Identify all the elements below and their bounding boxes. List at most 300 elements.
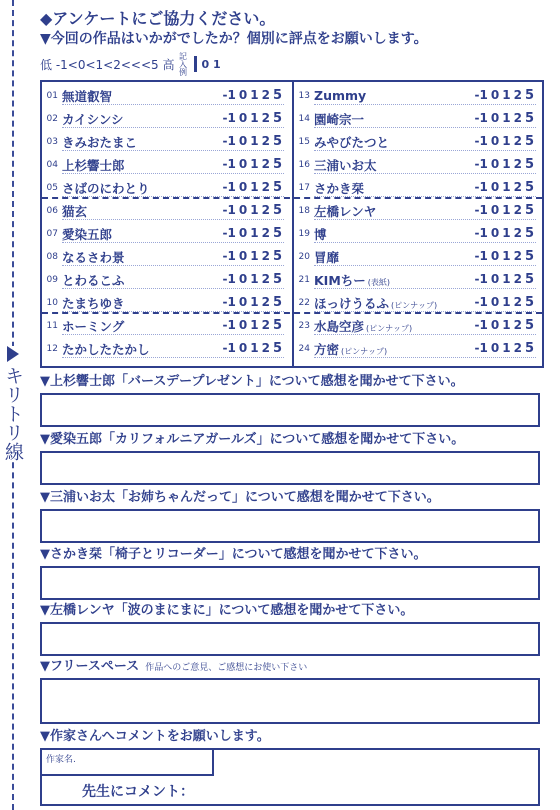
- writer-name-box[interactable]: [42, 750, 214, 776]
- rating-option[interactable]: -1: [222, 295, 236, 309]
- work-author: [62, 271, 127, 289]
- work-number: 20: [298, 251, 310, 262]
- rating-option[interactable]: 1: [502, 318, 511, 332]
- rating-option[interactable]: -1: [474, 295, 488, 309]
- rating-scale: [223, 134, 282, 149]
- work-row: [296, 268, 540, 291]
- work-row: [44, 291, 288, 314]
- work-number: 01: [46, 90, 58, 101]
- work-author-name: たまちゆき: [62, 295, 125, 311]
- rating-option[interactable]: 5: [272, 88, 282, 103]
- rating-option[interactable]: 2: [513, 134, 522, 148]
- rating-option[interactable]: 2: [513, 249, 522, 263]
- rating-scale: [475, 180, 534, 195]
- work-row: [296, 337, 540, 360]
- work-author: [62, 87, 114, 105]
- rating-option[interactable]: 1: [250, 203, 259, 217]
- rating-option[interactable]: 1: [502, 180, 511, 194]
- rating-option[interactable]: -1: [222, 134, 236, 148]
- rating-option[interactable]: 1: [502, 295, 511, 309]
- work-number: 07: [46, 228, 58, 239]
- rating-option[interactable]: 2: [261, 341, 270, 355]
- work-author-name: KIMちー: [314, 272, 366, 288]
- rating-option[interactable]: 0: [238, 341, 248, 355]
- question-label: ▼愛染五郎「カリフォルニアガールズ」について感想を聞かせて下さい。: [40, 432, 465, 447]
- work-author: [62, 225, 114, 243]
- work-author: [314, 294, 437, 312]
- cut-arrow-icon: [7, 346, 19, 362]
- row-rule: [314, 104, 536, 105]
- free-space-box[interactable]: [40, 678, 540, 724]
- rating-option[interactable]: 0: [238, 272, 248, 286]
- work-row: [44, 222, 288, 245]
- rating-option[interactable]: 0: [490, 341, 500, 355]
- work-number: 21: [298, 274, 310, 285]
- free-space: [40, 655, 540, 724]
- work-number: 22: [298, 297, 310, 308]
- work-number: 11: [46, 320, 58, 331]
- rating-option[interactable]: 0: [238, 295, 248, 309]
- question-label: ▼さかき栞「椅子とリコーダー」について感想を聞かせて下さい。: [40, 547, 427, 562]
- work-author-name: カイシンシ: [62, 111, 124, 127]
- work-author-name: なるさわ景: [62, 249, 125, 265]
- rating-option[interactable]: 2: [261, 295, 270, 309]
- rating-option[interactable]: 2: [513, 318, 522, 332]
- comment-label: ▼作家さんへコメントをお願いします。: [40, 729, 270, 744]
- rating-option[interactable]: 0: [490, 318, 500, 332]
- rating-option[interactable]: 1: [502, 341, 511, 355]
- row-rule: [314, 288, 536, 289]
- row-rule: [314, 357, 536, 358]
- row-rule: [62, 104, 284, 105]
- row-rule: [62, 242, 284, 243]
- rating-option[interactable]: 1: [250, 272, 259, 286]
- rating-option[interactable]: 0: [490, 203, 500, 217]
- rating-scale: [223, 226, 282, 241]
- rating-option[interactable]: 5: [524, 249, 534, 264]
- work-note: (表紙): [367, 277, 391, 287]
- rating-option[interactable]: 2: [513, 88, 522, 102]
- rating-option[interactable]: 1: [502, 203, 511, 217]
- rating-option[interactable]: 5: [272, 295, 282, 310]
- rating-option[interactable]: 1: [250, 318, 259, 332]
- legend-scale-text: 低 -1<0<1<2<<<5 高: [40, 57, 175, 72]
- work-author: [62, 317, 126, 335]
- work-author: [62, 202, 89, 220]
- row-rule: [314, 242, 536, 243]
- question-3: [40, 486, 540, 543]
- rating-scale: [223, 318, 282, 333]
- rating-scale: [475, 88, 534, 103]
- rating-option[interactable]: -1: [222, 272, 236, 286]
- rating-option[interactable]: 2: [513, 111, 522, 125]
- rating-legend: [40, 52, 221, 76]
- rating-option[interactable]: 2: [513, 272, 522, 286]
- row-rule: [62, 288, 284, 289]
- work-row: [44, 314, 288, 337]
- rating-option[interactable]: 1: [250, 157, 259, 171]
- rating-option[interactable]: 0: [490, 88, 500, 102]
- rating-scale: [223, 88, 282, 103]
- work-number: 02: [46, 113, 58, 124]
- work-number: 17: [298, 182, 310, 193]
- work-author-name: ほっけうるふ: [314, 295, 390, 311]
- work-author: [62, 248, 127, 266]
- work-row: [44, 199, 288, 222]
- work-number: 06: [46, 205, 58, 216]
- answer-box[interactable]: [40, 451, 540, 485]
- question-1: [40, 370, 540, 427]
- pencil-icon: [194, 56, 197, 72]
- rating-option[interactable]: 1: [250, 226, 259, 240]
- rating-option[interactable]: 0: [238, 249, 248, 263]
- rating-option[interactable]: -1: [474, 88, 488, 102]
- work-author-name: みやびたつと: [314, 134, 390, 150]
- work-number: 16: [298, 159, 310, 170]
- rating-scale: [475, 249, 534, 264]
- work-row: [44, 84, 288, 107]
- rating-scale: [223, 203, 282, 218]
- rating-option[interactable]: 1: [250, 249, 259, 263]
- rating-option[interactable]: 5: [272, 341, 282, 356]
- rating-option[interactable]: 0: [490, 180, 500, 194]
- rating-option[interactable]: 0: [490, 249, 500, 263]
- work-row: [296, 153, 540, 176]
- rating-option[interactable]: 2: [261, 134, 270, 148]
- rating-option[interactable]: 5: [524, 134, 534, 149]
- rating-option[interactable]: -1: [222, 88, 236, 102]
- rating-option[interactable]: -1: [222, 180, 236, 194]
- work-author-name: きみおたまこ: [62, 134, 138, 150]
- work-number: 08: [46, 251, 58, 262]
- work-number: 14: [298, 113, 310, 124]
- row-rule: [314, 334, 536, 335]
- row-rule: [314, 311, 536, 312]
- rating-scale: [475, 295, 534, 310]
- rating-option[interactable]: 1: [250, 134, 259, 148]
- rating-option[interactable]: -1: [474, 134, 488, 148]
- work-number: 04: [46, 159, 58, 170]
- work-row: [44, 176, 288, 199]
- work-row: [296, 107, 540, 130]
- rating-option[interactable]: 0: [238, 203, 248, 217]
- work-author: [62, 179, 152, 197]
- work-author-name: 無道叡智: [62, 88, 113, 104]
- rating-option[interactable]: 2: [261, 318, 270, 332]
- rating-option[interactable]: 5: [272, 203, 282, 218]
- work-number: 05: [46, 182, 58, 193]
- row-rule: [62, 265, 284, 266]
- work-author: [314, 179, 366, 197]
- rating-option[interactable]: -1: [474, 226, 488, 240]
- rating-option[interactable]: -1: [222, 249, 236, 263]
- rating-option[interactable]: 1: [502, 226, 511, 240]
- work-author-name: 博: [314, 226, 327, 242]
- work-author-name: Zummy: [314, 88, 367, 103]
- rating-option[interactable]: 5: [524, 295, 534, 310]
- rating-option[interactable]: 1: [502, 134, 511, 148]
- answer-box[interactable]: [40, 393, 540, 427]
- rating-option[interactable]: 5: [524, 180, 534, 195]
- cut-label-text: キリトリ線: [2, 366, 24, 461]
- rating-option[interactable]: 5: [272, 249, 282, 264]
- rating-option[interactable]: 1: [502, 88, 511, 102]
- work-author: [314, 271, 390, 289]
- answer-box[interactable]: [40, 566, 540, 600]
- rating-option[interactable]: 2: [513, 295, 522, 309]
- work-number: 18: [298, 205, 310, 216]
- work-row: [44, 337, 288, 360]
- rating-scale: [223, 249, 282, 264]
- rating-option[interactable]: 2: [261, 203, 270, 217]
- work-note: (ピンナップ): [341, 346, 388, 356]
- work-author-name: 猫玄: [62, 203, 88, 219]
- rating-option[interactable]: 2: [261, 111, 270, 125]
- rating-option[interactable]: 5: [524, 272, 534, 287]
- work-author-name: 上杉響士郎: [62, 157, 125, 173]
- rating-option[interactable]: 5: [524, 111, 534, 126]
- row-rule: [62, 219, 284, 220]
- rating-scale: [223, 180, 282, 195]
- writer-name-label: 作家名.: [46, 755, 76, 765]
- rating-option[interactable]: -1: [474, 318, 488, 332]
- rating-option[interactable]: 5: [272, 272, 282, 287]
- rating-option[interactable]: 0: [490, 111, 500, 125]
- work-author: [314, 110, 366, 128]
- rating-scale: [475, 134, 534, 149]
- rating-option[interactable]: 5: [272, 318, 282, 333]
- work-note: (ピンナップ): [366, 323, 413, 333]
- work-author: [62, 294, 127, 312]
- rating-option[interactable]: 5: [272, 157, 282, 172]
- work-author: [314, 225, 329, 243]
- work-author-name: 園崎宗一: [314, 111, 365, 127]
- rating-option[interactable]: 2: [261, 88, 270, 102]
- rating-scale: [475, 318, 534, 333]
- rating-option[interactable]: -1: [222, 226, 236, 240]
- work-author: [314, 202, 378, 220]
- work-author: [62, 156, 127, 174]
- work-row: [296, 130, 540, 153]
- work-number: 24: [298, 343, 310, 354]
- rating-option[interactable]: 1: [502, 111, 511, 125]
- rating-option[interactable]: 2: [513, 180, 522, 194]
- rating-option[interactable]: 5: [524, 157, 534, 172]
- work-author-name: 愛染五郎: [62, 226, 113, 242]
- row-rule: [62, 150, 284, 151]
- rating-option[interactable]: 0: [238, 88, 248, 102]
- row-rule: [314, 173, 536, 174]
- rating-option[interactable]: 2: [261, 180, 270, 194]
- rating-option[interactable]: 2: [261, 249, 270, 263]
- rating-option[interactable]: 2: [261, 226, 270, 240]
- rating-option[interactable]: 0: [238, 157, 248, 171]
- rating-option[interactable]: -1: [474, 111, 488, 125]
- work-author-name: 左橋レンヤ: [314, 203, 377, 219]
- rating-option[interactable]: -1: [222, 203, 236, 217]
- comment-box[interactable]: [40, 748, 540, 806]
- question-label: ▼三浦いお太「お姉ちゃんだって」について感想を聞かせて下さい。: [40, 490, 440, 505]
- work-row: [44, 153, 288, 176]
- rating-option[interactable]: -1: [474, 203, 488, 217]
- rating-option[interactable]: 5: [272, 111, 282, 126]
- work-number: 12: [46, 343, 58, 354]
- rating-option[interactable]: 0: [490, 157, 500, 171]
- rating-option[interactable]: -1: [474, 180, 488, 194]
- rating-scale: [223, 272, 282, 287]
- row-rule: [314, 265, 536, 266]
- rating-scale: [475, 272, 534, 287]
- work-row: [296, 222, 540, 245]
- rating-option[interactable]: -1: [474, 157, 488, 171]
- work-number: 15: [298, 136, 310, 147]
- survey-title: ◆アンケートにご協力ください。: [40, 9, 276, 28]
- work-row: [44, 245, 288, 268]
- row-rule: [314, 150, 536, 151]
- legend-marks: 0 1: [201, 57, 221, 71]
- work-author: [62, 340, 152, 358]
- rating-option[interactable]: 0: [238, 318, 248, 332]
- rating-option[interactable]: 0: [238, 134, 248, 148]
- column-divider: [292, 82, 294, 366]
- work-author-name: 水島空彦: [314, 318, 365, 334]
- work-author-name: ホーミング: [62, 318, 125, 334]
- row-rule: [314, 127, 536, 128]
- rating-option[interactable]: 1: [502, 272, 511, 286]
- rating-option[interactable]: 2: [513, 226, 522, 240]
- rating-option[interactable]: 1: [250, 111, 259, 125]
- work-author-name: とわるこふ: [62, 272, 125, 288]
- row-rule: [62, 127, 284, 128]
- rating-scale: [475, 203, 534, 218]
- answer-box[interactable]: [40, 509, 540, 543]
- rating-scale: [223, 341, 282, 356]
- survey-subtitle: ▼今回の作品はいかがでしたか？個別に評点をお願いします。: [40, 31, 428, 47]
- cut-label: [0, 346, 26, 461]
- rating-option[interactable]: 1: [250, 295, 259, 309]
- rating-table: [40, 80, 544, 368]
- rating-option[interactable]: 2: [261, 272, 270, 286]
- rating-option[interactable]: 0: [490, 272, 500, 286]
- row-rule: [62, 196, 284, 197]
- free-space-label: ▼フリースペース: [40, 659, 140, 674]
- rating-option[interactable]: 1: [502, 157, 511, 171]
- work-number: 10: [46, 297, 58, 308]
- rating-option[interactable]: -1: [474, 341, 488, 355]
- work-author-name: たかしたたかし: [62, 341, 150, 357]
- rating-option[interactable]: 5: [272, 134, 282, 149]
- rating-option[interactable]: 1: [250, 88, 259, 102]
- work-number: 13: [298, 90, 310, 101]
- rating-option[interactable]: 0: [490, 226, 500, 240]
- writer-comment: [40, 725, 540, 806]
- work-row: [44, 107, 288, 130]
- row-rule: [62, 311, 284, 312]
- row-rule: [314, 219, 536, 220]
- rating-option[interactable]: 5: [524, 88, 534, 103]
- work-row: [296, 84, 540, 107]
- work-row: [296, 176, 540, 199]
- work-row: [296, 199, 540, 222]
- work-note: (ピンナップ): [391, 300, 438, 310]
- row-rule: [62, 357, 284, 358]
- rating-option[interactable]: 5: [524, 318, 534, 333]
- work-number: 23: [298, 320, 310, 331]
- free-space-hint: 作品へのご意見、ご感想にお使い下さい: [145, 663, 308, 673]
- legend-example-label: 記入例: [178, 52, 188, 76]
- work-author: [314, 317, 412, 335]
- work-author-name: 冒靡: [314, 249, 340, 265]
- rating-option[interactable]: 5: [272, 226, 282, 241]
- rating-option[interactable]: 1: [502, 249, 511, 263]
- rating-scale: [223, 295, 282, 310]
- work-row: [296, 291, 540, 314]
- work-author: [314, 88, 368, 103]
- work-author-name: さかき栞: [314, 180, 365, 196]
- rating-option[interactable]: 0: [490, 295, 500, 309]
- question-label: ▼上杉響士郎「バースデープレゼント」について感想を聞かせて下さい。: [40, 374, 464, 389]
- work-author: [314, 156, 379, 174]
- rating-scale: [475, 157, 534, 172]
- work-author: [314, 248, 341, 266]
- answer-box[interactable]: [40, 622, 540, 656]
- work-number: 19: [298, 228, 310, 239]
- rating-option[interactable]: -1: [474, 272, 488, 286]
- rating-option[interactable]: 0: [238, 226, 248, 240]
- rating-option[interactable]: 0: [238, 111, 248, 125]
- question-5: [40, 599, 540, 656]
- work-author: [62, 133, 139, 151]
- rating-scale: [475, 226, 534, 241]
- work-author: [314, 340, 387, 358]
- rating-option[interactable]: 2: [513, 341, 522, 355]
- row-rule: [62, 334, 284, 335]
- rating-option[interactable]: 5: [524, 226, 534, 241]
- work-author: [314, 133, 391, 151]
- rating-option[interactable]: 5: [272, 180, 282, 195]
- rating-option[interactable]: -1: [222, 157, 236, 171]
- rating-option[interactable]: 2: [513, 157, 522, 171]
- question-label: ▼左橋レンヤ「波のまにまに」について感想を聞かせて下さい。: [40, 603, 414, 618]
- row-rule: [314, 196, 536, 197]
- work-number: 09: [46, 274, 58, 285]
- work-author-name: 方密: [314, 341, 340, 357]
- rating-option[interactable]: -1: [222, 111, 236, 125]
- rating-option[interactable]: 0: [238, 180, 248, 194]
- rating-option[interactable]: 2: [261, 157, 270, 171]
- rating-option[interactable]: 5: [524, 203, 534, 218]
- rating-scale: [475, 111, 534, 126]
- row-rule: [62, 173, 284, 174]
- rating-option[interactable]: 2: [513, 203, 522, 217]
- work-author-name: 三浦いお太: [314, 157, 377, 173]
- rating-scale: [223, 157, 282, 172]
- work-number: 03: [46, 136, 58, 147]
- rating-option[interactable]: 1: [250, 180, 259, 194]
- rating-scale: [475, 341, 534, 356]
- rating-option[interactable]: 0: [490, 134, 500, 148]
- rating-option[interactable]: -1: [222, 341, 236, 355]
- free-space-label-row: [40, 655, 540, 674]
- work-row: [44, 130, 288, 153]
- rating-option[interactable]: 5: [524, 341, 534, 356]
- rating-option[interactable]: -1: [474, 249, 488, 263]
- work-author-name: さばのにわとり: [62, 180, 150, 196]
- work-row: [296, 245, 540, 268]
- rating-option[interactable]: -1: [222, 318, 236, 332]
- work-author: [62, 110, 126, 128]
- rating-option[interactable]: 1: [250, 341, 259, 355]
